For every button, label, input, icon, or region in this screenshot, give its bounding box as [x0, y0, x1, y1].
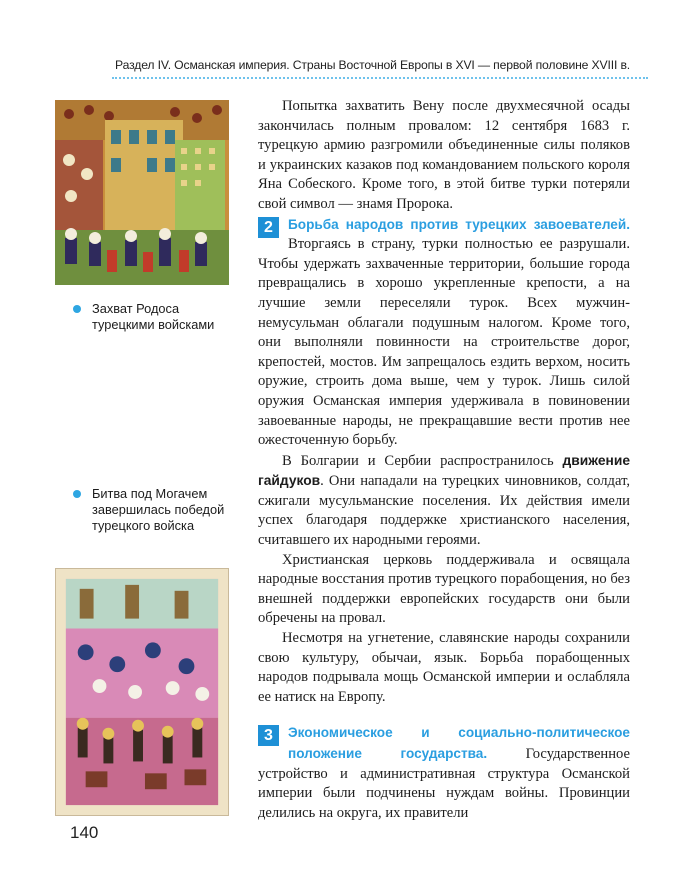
- section-title: Экономическое и социально-политическое положение государства.: [288, 725, 630, 761]
- section-title: Борьба народов против турецких завоевателей.: [288, 216, 630, 232]
- bold-term: движение гайдуков: [258, 452, 630, 489]
- section-number-badge: 2: [258, 217, 279, 238]
- section-lead-text: Государственное устройство и административная структура Османской империи были подчинены нуждам войны. Провинции делились на округа, их правители: [258, 746, 630, 821]
- section-number-badge: 3: [258, 725, 279, 746]
- illustration-battle-of-mohacs: [55, 568, 229, 816]
- paragraph-haiduks: [258, 451, 630, 551]
- paragraph-text: . Они нападали на турецких чиновников, солдат, сжигали мусульманские поселения. Их действия имели успех благодаря поддержке христианского населения, считавшего их народными героями.: [258, 473, 630, 549]
- paragraph-church: Христианская церковь поддерживала и освящала народные восстания против турецкого порабощения, но без внешней поддержки европейских государств они были обречены на провал.: [258, 551, 630, 627]
- running-header: Раздел IV. Османская империя. Страны Восточной Европы в XVI — первой половине XVIII в.: [115, 58, 631, 72]
- illustration-siege-of-rhodes: [55, 100, 229, 285]
- section-2-paragraph: [258, 215, 630, 451]
- bullet-dot-icon: [73, 305, 81, 313]
- intro-paragraph: Попытка захватить Вену после двухмесячной осады закончилась полным провалом: 12 сентября 1683 г. турецкую армию разгромили объединенные силы поляков и украинских казаков под командованием польского короля Яна Собеского. Кроме того, в этой битве турки потеряли свой символ — знамя Пророка.: [258, 98, 630, 212]
- main-text-column: [258, 97, 630, 823]
- caption-battle-of-mohacs: [58, 486, 238, 534]
- paragraph-text: В Болгарии и Сербии распространилось: [282, 452, 563, 469]
- section-lead-text: Вторгаясь в страну, турки полностью ее разрушали. Чтобы удержать захваченные территории, большие города превращались в хорошо укрепленные крепости, а на лучшие земли переселяли турок. Всех мужчин-немусульман облагали подушным налогом. Кроме того, они выполняли повинности на строительстве дорог, крепостей, мостов. Им запрещалось ездить верхом, носить оружие, строить дома выше, чем у турок. Лишь силой оружия Османская империя удерживала в повиновении завоеванные народы, не прекращавшие вести против нее ожесточенную борьбу.: [258, 236, 630, 449]
- paragraph-slavic-peoples: Несмотря на угнетение, славянские народы сохранили свою культуру, обычаи, язык. Борьба порабощенных народов подрывала мощь Османской империи и ослабляла ее натиск на Европу.: [258, 630, 630, 705]
- caption-text: Захват Родоса турецкими войсками: [92, 301, 215, 332]
- caption-text: Битва под Могачем завершилась победой турецкого войска: [92, 486, 225, 533]
- bullet-dot-icon: [73, 490, 81, 498]
- header-dotted-rule: [112, 77, 648, 79]
- page-number: 140: [70, 823, 99, 842]
- caption-siege-of-rhodes: [58, 301, 238, 333]
- section-3-paragraph: [258, 723, 630, 823]
